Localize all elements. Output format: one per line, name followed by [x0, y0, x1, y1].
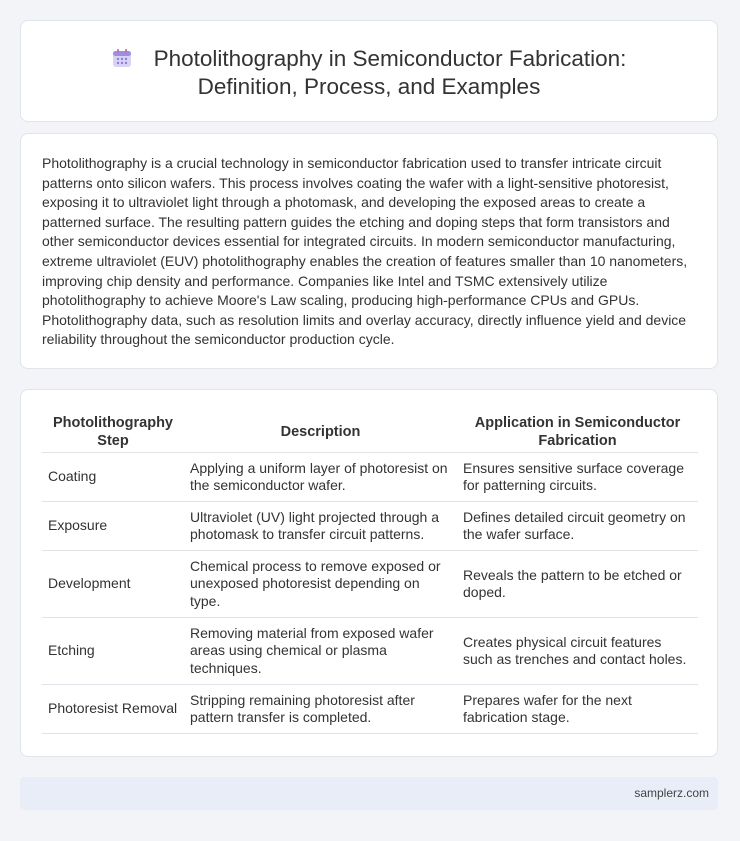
title-line-2: Definition, Process, and Examples	[197, 74, 541, 99]
table-row	[42, 618, 698, 685]
table-row	[42, 502, 698, 551]
table-row	[42, 685, 698, 734]
intro-paragraph: Photolithography is a crucial technology in semiconductor fabrication used to transfer intricate circuit patterns onto silicon wafers. This process involves coating the wafer with a light-sensitive photoresist, exposing it to ultraviolet light through a photomask, and developing the exposed areas to create a patterned surface. The resulting pattern guides the etching and doping steps that form transistors and other semiconductor devices essential for integrated circuits. In modern semiconductor manufacturing, extreme ultraviolet (EUV) photolithography enables the creation of features smaller than 10 nanometers, improving chip density and performance. Companies like Intel and TSMC extensively utilize photolithography to achieve Moore's Law scaling, producing high-performance CPUs and GPUs. Photolithography data, such as resolution limits and overlay accuracy, directly influence yield and device reliability throughout the semiconductor production cycle.	[42, 155, 688, 348]
table-header-row	[42, 412, 698, 453]
header-application: Application in Semiconductor Fabrication	[457, 412, 698, 453]
title-card	[20, 20, 718, 122]
cell-description: Chemical process to remove exposed or unexposed photoresist depending on type.	[184, 551, 457, 618]
cell-step: Etching	[42, 618, 184, 685]
header-step: Photolithography Step	[42, 412, 184, 453]
cell-step: Exposure	[42, 502, 184, 551]
steps-table	[42, 412, 698, 734]
page-title	[21, 45, 717, 101]
cell-application: Prepares wafer for the next fabrication stage.	[457, 685, 698, 734]
cell-step: Photoresist Removal	[42, 685, 184, 734]
table-row	[42, 551, 698, 618]
cell-application: Reveals the pattern to be etched or doped.	[457, 551, 698, 618]
cell-step: Coating	[42, 453, 184, 502]
cell-description: Applying a uniform layer of photoresist on the semiconductor wafer.	[184, 453, 457, 502]
cell-application: Creates physical circuit features such as trenches and contact holes.	[457, 618, 698, 685]
footer-site-link[interactable]: samplerz.com	[634, 786, 709, 800]
table-card	[20, 389, 718, 757]
cell-step: Development	[42, 551, 184, 618]
table-row	[42, 453, 698, 502]
footer-bar	[20, 777, 718, 810]
cell-description: Ultraviolet (UV) light projected through a photomask to transfer circuit patterns.	[184, 502, 457, 551]
intro-card	[20, 133, 718, 369]
cell-description: Removing material from exposed wafer areas using chemical or plasma techniques.	[184, 618, 457, 685]
cell-application: Defines detailed circuit geometry on the wafer surface.	[457, 502, 698, 551]
calendar-icon	[112, 48, 132, 68]
header-description: Description	[184, 412, 457, 453]
cell-application: Ensures sensitive surface coverage for patterning circuits.	[457, 453, 698, 502]
cell-description: Stripping remaining photoresist after pattern transfer is completed.	[184, 685, 457, 734]
title-line-1: Photolithography in Semiconductor Fabrication:	[153, 46, 627, 71]
